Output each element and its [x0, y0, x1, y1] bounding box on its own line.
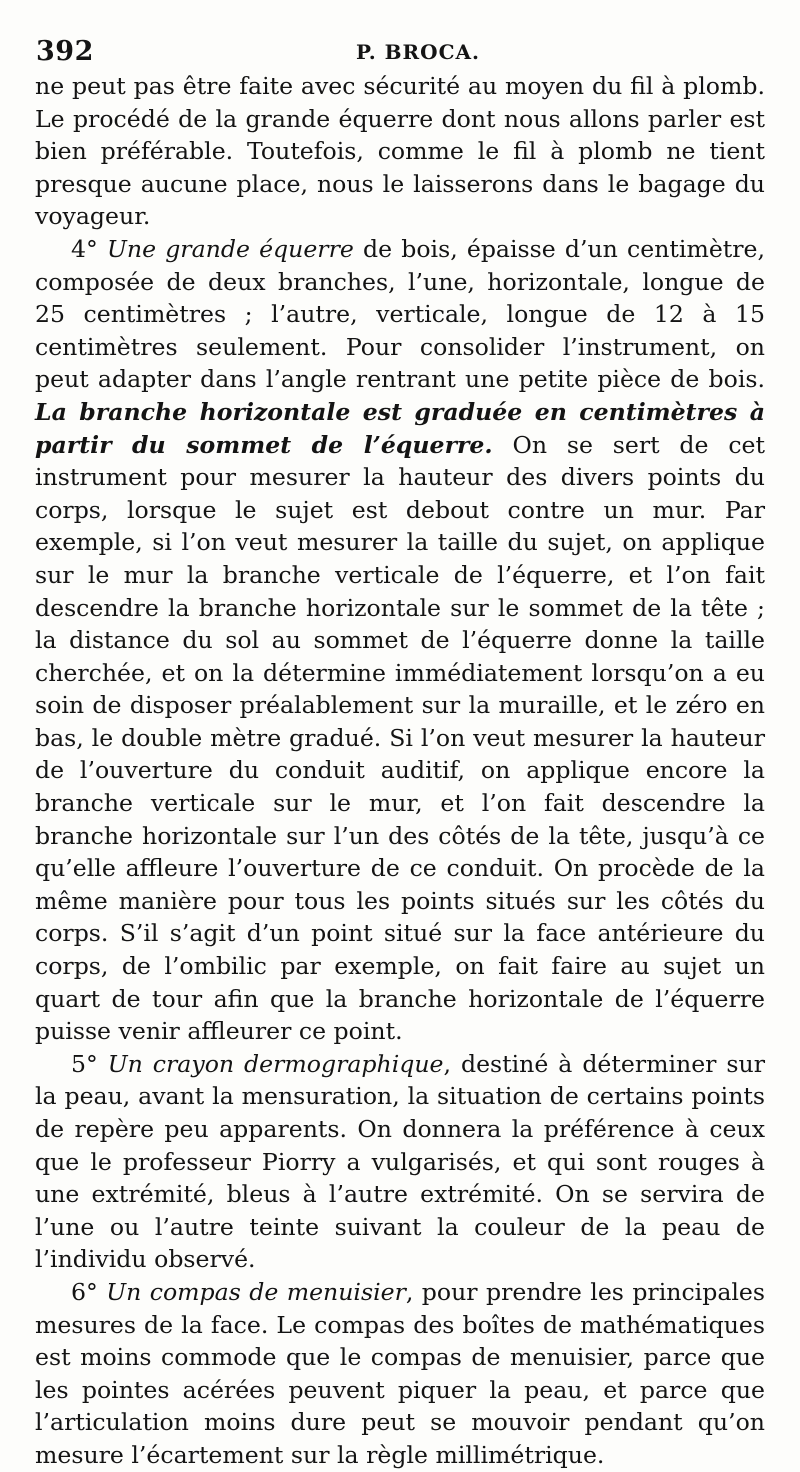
body-text: [35, 70, 765, 1472]
item-number: 6°: [71, 1277, 107, 1306]
paragraph-4: [35, 1276, 765, 1472]
text-run: , destiné à déterminer sur la peau, avant la mensuration, la situation de certains points de repère peu apparents. On donnera la préférence à ceux que le professeur Piorry a vulgarisés, et qui sont rouges à une extrémité, bleus à l’autre extrémité. On se servira de l’une ou l’autre teinte suivant la couleur de la peau de l’individu observé.: [35, 1049, 766, 1274]
item-number: 4°: [71, 234, 107, 263]
item-title: Un crayon dermographique: [107, 1049, 444, 1078]
emphasized-sentence: La branche horizontale est graduée en centimètres à partir du sommet de l’équerre.: [35, 397, 765, 459]
text-run: ne peut pas être faite avec sécurité au moyen du fil à plomb. Le procédé de la grande équerre dont nous allons parler est bien préférable. Toutefois, comme le fil à plomb ne tient presque aucune place, nous le laisserons dans le bagage du voyageur.: [35, 72, 765, 231]
text-run: de bois, épaisse d’un centimètre, composée de deux branches, l’une, horizontale, longue de 25 centimètres ; l’autre, verticale, longue de 12 à 15 centimètres seulement. Pour consolider l’instrument, on peut adapter dans l’angle rentrant une petite pièce de bois.: [35, 234, 766, 394]
text-run: , pour prendre les principales mesures de la face. Le compas des boîtes de mathématiques est moins commode que le compas de menuisier, parce que les pointes acérées peuvent piquer la peau, et parce que l’articulation moins dure peut se mouvoir pendant qu’on mesure l’écartement sur la règle millimétrique.: [35, 1277, 765, 1469]
item-number: 5°: [71, 1049, 108, 1078]
paragraph-1: [35, 70, 765, 233]
page-number: 392: [36, 36, 94, 67]
running-head-author: P. BROCA.: [356, 40, 480, 64]
text-run: On se sert de cet instrument pour mesurer la hauteur des divers points du corps, lorsque le sujet est debout contre un mur. Par exemple, si l’on veut mesurer la taille du sujet, on applique sur le mur la branche verticale de l’équerre, et l’on fait descendre la branche horizontale sur le sommet de la tête ; la distance du sol au sommet de l’équerre donne la taille cherchée, et on la détermine immédiatement lorsqu’on a eu soin de disposer préalablement sur la muraille, et le zéro en bas, le double mètre gradué. Si l’on veut mesurer la hauteur de l’ouverture du conduit auditif, on applique encore la branche verticale sur le mur, et l’on fait descendre la branche horizontale sur l’un des côtés de la tête, jusqu’à ce qu’elle affleure l’ouverture de ce conduit. On procède de la même manière pour tous les points situés sur les côtés du corps. S’il s’agit d’un point situé sur la face antérieure du corps, de l’ombilic par exemple, on fait faire au sujet un quart de tour afin que la branche horizontale de l’équerre puisse venir affleurer ce point.: [35, 430, 765, 1046]
paragraph-3: [35, 1048, 765, 1276]
item-title: Un compas de menuisier: [106, 1277, 406, 1306]
paragraph-2: [35, 233, 765, 1048]
item-title: Une grande équerre: [106, 234, 354, 263]
